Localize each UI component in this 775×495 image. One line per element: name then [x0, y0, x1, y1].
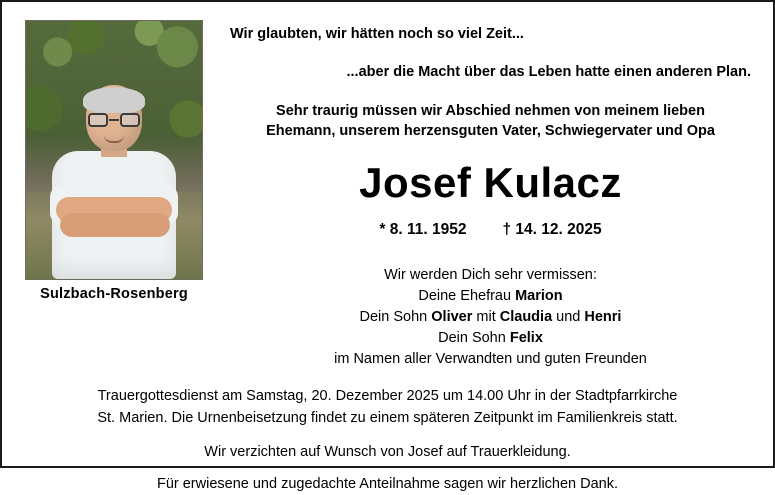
intro-text — [230, 102, 751, 141]
location-caption: Sulzbach-Rosenberg — [40, 286, 188, 302]
header-line-1: Wir glaubten, wir hätten noch so viel Zeit... — [230, 26, 524, 42]
torso-shape — [52, 151, 176, 279]
mourner-3-pre: Dein Sohn — [438, 330, 510, 347]
life-dates — [230, 221, 751, 239]
mourner-line-2 — [360, 309, 622, 325]
service-line-2: St. Marien. Die Urnenbeisetzung findet zu einem späteren Zeitpunkt im Familienkreis statt. — [97, 410, 678, 427]
intro-line-1: Sehr traurig müssen wir Abschied nehmen von meinem lieben — [276, 103, 705, 119]
person-figure — [39, 79, 189, 279]
mourners-closing: im Namen aller Verwandten und guten Freunden — [334, 351, 647, 368]
obituary-inner — [2, 2, 773, 492]
mourner-2-name: Oliver — [431, 309, 473, 326]
mourner-2-name-2: Claudia — [499, 309, 553, 326]
photo-column — [24, 20, 204, 302]
top-section — [24, 20, 751, 370]
intro-line-2: Ehemann, unserem herzensguten Vater, Schwiegervater und Opa — [266, 122, 715, 139]
mourner-2-pre: Dein Sohn — [359, 309, 432, 326]
service-paragraph — [24, 386, 751, 430]
mourner-line-1 — [418, 288, 562, 304]
service-line-1: Trauergottesdienst am Samstag, 20. Dezember 2025 um 14.00 Uhr in der Stadtpfarrkirche — [97, 388, 678, 405]
mouth-shape — [104, 135, 124, 143]
mourner-2-post: mit — [472, 309, 500, 326]
header-line-2: ...aber die Macht über das Leben hatte einen anderen Plan. — [346, 64, 751, 80]
dress-code-note: Wir verzichten auf Wunsch von Josef auf Trauerkleidung. — [204, 443, 571, 460]
mourners-block — [230, 265, 751, 370]
birth-date: * 8. 11. 1952 — [379, 221, 467, 239]
mourner-line-3 — [438, 330, 543, 346]
arm-lower — [60, 213, 170, 237]
mourner-3-name: Felix — [509, 330, 543, 347]
head-shape — [86, 85, 142, 151]
glasses-bridge — [109, 119, 119, 121]
thanks-note: Für erwiesene und zugedachte Anteilnahme sagen wir herzlichen Dank. — [156, 475, 619, 492]
glasses-lens-right — [120, 113, 140, 127]
mourner-2-name-3: Henri — [584, 309, 622, 326]
death-date: † 14. 12. 2025 — [502, 221, 602, 239]
mourner-1-name: Marion — [515, 288, 563, 305]
portrait-photo — [25, 20, 203, 280]
text-column — [204, 20, 751, 370]
hair-shape — [83, 87, 145, 113]
glasses-icon — [88, 113, 140, 127]
glasses-lens-left — [88, 113, 108, 127]
mourner-1-pre: Deine Ehefrau — [418, 288, 516, 305]
mourners-heading: Wir werden Dich sehr vermissen: — [384, 267, 597, 284]
mourner-2-post-2: und — [552, 309, 585, 326]
deceased-name: Josef Kulacz — [359, 159, 622, 207]
service-details — [24, 386, 751, 495]
